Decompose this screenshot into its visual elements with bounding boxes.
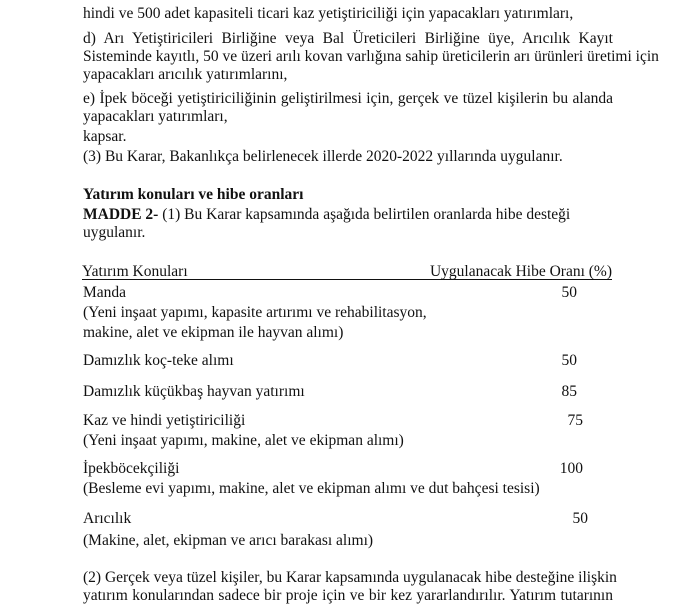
paragraph-d-line3: yapacakları arıcılık yatırımlarını, (83, 66, 288, 83)
table-header (82, 263, 612, 281)
table-row-value: 50 (572, 510, 588, 527)
table-row-detail: (Yeni inşaat yapımı, makine, alet ve ekipman alımı) (83, 432, 404, 449)
paragraph-d-line1: d) Arı Yetiştiricileri Birliğine veya Bal Üreticileri Birliğine üye, Arıcılık Kayıt (83, 30, 613, 47)
table-header-topics: Yatırım Konuları (82, 263, 188, 280)
table-row-name: İpekböcekçiliği (83, 460, 180, 477)
table-row-detail: (Besleme evi yapımı, makine, alet ve ekipman alımı ve dut bahçesi tesisi) (83, 480, 540, 497)
table-header-underline (82, 279, 612, 280)
paragraph-line: hindi ve 500 adet kapasiteli ticari kaz yetiştiriciliği için yapacakları yatırımları, (83, 5, 574, 22)
table-row-detail: (Makine, alet, ekipman ve arıcı barakası alımı) (83, 532, 374, 549)
madde-line1 (83, 206, 613, 224)
table-row-name: Damızlık koç-teke alımı (83, 352, 234, 369)
madde-text: (1) Bu Karar kapsamında aşağıda belirtilen oranlarda hibe desteği (162, 206, 571, 223)
table-row-name: Damızlık küçükbaş hayvan yatırımı (83, 383, 305, 400)
table-row-detail: makine, alet ve ekipman ile hayvan alımı) (83, 324, 344, 341)
table-row-detail: (Yeni inşaat yapımı, kapasite artırımı ve rehabilitasyon, (83, 304, 427, 321)
table-row-name: Kaz ve hindi yetiştiriciliği (83, 412, 246, 429)
table-row-name: Arıcılık (83, 510, 132, 527)
paragraph-3: (3) Bu Karar, Bakanlıkça belirlenecek illerde 2020-2022 yıllarında uygulanır. (83, 148, 563, 165)
table-row-value: 50 (561, 284, 577, 301)
paragraph-e-line1: e) İpek böceği yetiştiriciliğinin geliştirilmesi için, gerçek ve tüzel kişilerin bu alanda (83, 90, 613, 107)
madde-line2: uygulanır. (83, 224, 146, 241)
table-header-rate: Uygulanacak Hibe Oranı (%) (429, 263, 612, 280)
paragraph-d-line2: Sisteminde kayıtlı, 50 ve üzeri arılı kovan varlığına sahip üreticilerin arı ürünleri üretimi için (83, 48, 659, 65)
section-title: Yatırım konuları ve hibe oranları (83, 186, 304, 203)
table-row-value: 100 (559, 460, 583, 477)
paragraph-2-line2: yatırım konularından sadece bir proje için ve bir kez yararlandırılır. Yatırım tutarının (83, 587, 613, 604)
paragraph-kapsar: kapsar. (83, 128, 127, 145)
paragraph-2-line1: (2) Gerçek veya tüzel kişiler, bu Karar kapsamında uygulanacak hibe desteğine ilişkin (83, 569, 617, 586)
madde-label: MADDE 2- (83, 206, 159, 223)
paragraph-e-line2: yapacakları yatırımları, (83, 108, 228, 125)
table-row-value: 75 (567, 412, 583, 429)
table-row-value: 85 (561, 383, 577, 400)
table-row-value: 50 (561, 352, 577, 369)
table-row-name: Manda (83, 284, 127, 301)
